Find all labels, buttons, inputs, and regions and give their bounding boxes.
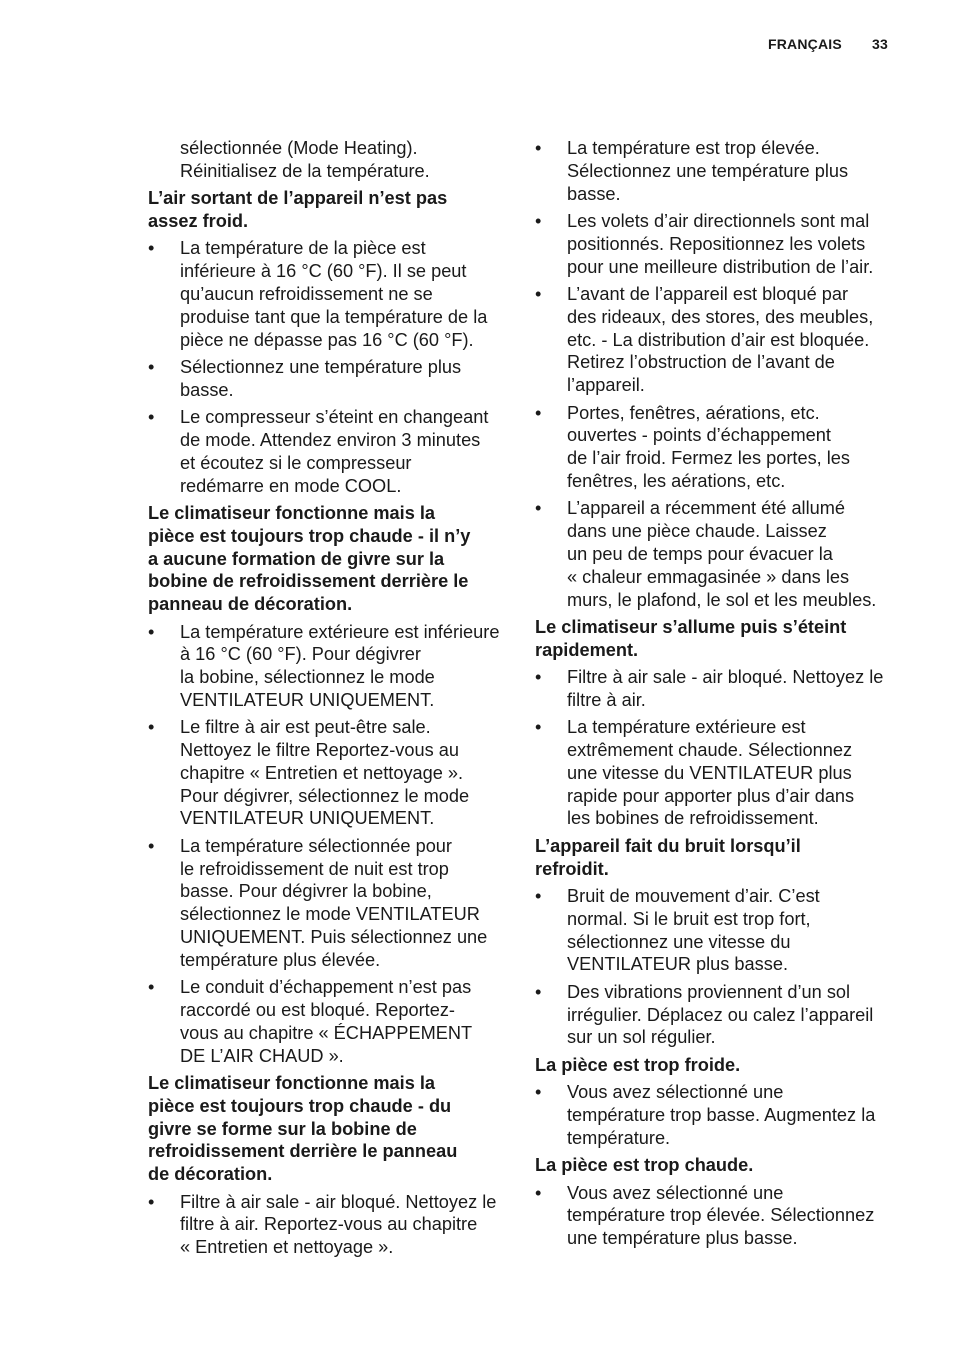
continuation-line: sélectionnée (Mode Heating). <box>180 138 418 158</box>
bullet-line: normal. Si le bruit est trop fort, <box>567 908 811 929</box>
bullet-dot-icon: • <box>535 283 542 304</box>
bullet-line: redémarre en mode COOL. <box>180 475 402 496</box>
heading-line: La pièce est trop froide. <box>535 1054 741 1075</box>
bullet-line: température. <box>567 1127 671 1148</box>
bullet-line: « chaleur emmagasinée » dans les <box>567 566 850 587</box>
bullet-dot-icon: • <box>148 835 155 856</box>
bullet-line: DE L’AIR CHAUD ». <box>180 1045 344 1066</box>
bullet-dot-icon: • <box>148 407 155 428</box>
bullet-line: Portes, fenêtres, aérations, etc. <box>567 402 820 423</box>
bullet-item <box>148 1191 508 1259</box>
bullet-item <box>535 981 895 1049</box>
bullet-line: l’appareil. <box>567 375 645 396</box>
bullet-line: VENTILATEUR plus basse. <box>567 954 789 975</box>
bullet-line: Les volets d’air directionnels sont mal <box>567 210 870 231</box>
bullet-item <box>535 283 895 397</box>
bullet-item <box>535 137 895 205</box>
bullet-line: Le filtre à air est peut-être sale. <box>180 717 431 738</box>
bullet-line: La température extérieure est <box>567 717 806 738</box>
bullet-dot-icon: • <box>148 977 155 998</box>
bullet-line: La température de la pièce est <box>180 238 426 259</box>
bullet-line: « Entretien et nettoyage ». <box>180 1237 394 1258</box>
bullet-line: température plus élevée. <box>180 949 381 970</box>
heading-line: refroidissement derrière le panneau <box>148 1141 458 1162</box>
heading-line: Le climatiseur fonctionne mais la <box>148 502 436 523</box>
bullet-line: Le conduit d’échappement n’est pas <box>180 977 472 998</box>
bullet-line: Filtre à air sale - air bloqué. Nettoyez le <box>180 1191 497 1212</box>
bullet-line: dans une pièce chaude. Laissez <box>567 521 827 542</box>
page-number: 33 <box>872 36 888 52</box>
bullet-item <box>535 716 895 830</box>
bullet-item <box>535 1081 895 1149</box>
bullet-dot-icon: • <box>535 886 542 907</box>
heading-line: pièce est toujours trop chaude - il n’y <box>148 525 471 546</box>
heading-line: a aucune formation de givre sur la <box>148 548 445 569</box>
bullet-dot-icon: • <box>148 1191 155 1212</box>
bullet-line: pièce ne dépasse pas 16 °C (60 °F). <box>180 329 474 350</box>
bullet-dot-icon: • <box>535 981 542 1002</box>
bullet-line: un peu de temps pour évacuer la <box>567 543 833 564</box>
heading-line: L’appareil fait du bruit lorsqu’il <box>535 835 801 856</box>
bullet-line: Retirez l’obstruction de l’avant de <box>567 352 835 373</box>
bullet-line: irrégulier. Déplacez ou calez l’appareil <box>567 1004 874 1025</box>
heading-line: La pièce est trop chaude. <box>535 1155 754 1176</box>
heading-line: Le climatiseur fonctionne mais la <box>148 1073 436 1094</box>
bullet-line: le refroidissement de nuit est trop <box>180 858 449 879</box>
bullet-line: sélectionnez le mode VENTILATEUR <box>180 904 480 925</box>
bullet-item <box>535 402 895 493</box>
bullet-line: Sélectionnez une température plus <box>567 160 849 181</box>
section-heading <box>148 187 508 233</box>
bullet-line: L’avant de l’appareil est bloqué par <box>567 283 849 304</box>
bullet-dot-icon: • <box>535 138 542 158</box>
bullet-line: sélectionnez une vitesse du <box>567 931 791 952</box>
bullet-line: L’appareil a récemment été allumé <box>567 498 846 519</box>
bullet-line: VENTILATEUR UNIQUEMENT. <box>180 808 435 829</box>
bullet-line: rapide pour apporter plus d’air dans <box>567 785 855 806</box>
bullet-item <box>535 497 895 611</box>
bullet-item <box>535 885 895 976</box>
bullet-line: basse. <box>180 379 234 400</box>
bullet-line: Bruit de mouvement d’air. C’est <box>567 886 820 907</box>
bullet-line: produise tant que la température de la <box>180 306 488 327</box>
heading-line: rapidement. <box>535 639 639 660</box>
bullet-line: VENTILATEUR UNIQUEMENT. <box>180 689 435 710</box>
heading-line: pièce est toujours trop chaude - du <box>148 1095 452 1116</box>
bullet-item <box>535 666 895 712</box>
bullet-line: la bobine, sélectionnez le mode <box>180 667 435 688</box>
bullet-line: température trop basse. Augmentez la <box>567 1105 876 1125</box>
bullet-line: de l’air froid. Fermez les portes, les <box>567 448 851 469</box>
bullet-item <box>148 356 508 402</box>
bullet-line: des rideaux, des stores, des meubles, <box>567 306 874 327</box>
right-column <box>535 137 895 1255</box>
continuation-line: Réinitialisez de la température. <box>180 160 430 181</box>
bullet-dot-icon: • <box>535 210 542 231</box>
bullet-line: Vous avez sélectionné une <box>567 1182 784 1203</box>
bullet-line: La température extérieure est inférieure <box>180 621 500 642</box>
bullet-line: Filtre à air sale - air bloqué. Nettoyez le <box>567 667 884 688</box>
bullet-item <box>535 1182 895 1250</box>
page-header <box>768 36 888 52</box>
bullet-line: Vous avez sélectionné une <box>567 1082 784 1103</box>
heading-line: de décoration. <box>148 1164 273 1185</box>
heading-line: panneau de décoration. <box>148 594 353 615</box>
section-heading <box>535 616 895 662</box>
bullet-line: UNIQUEMENT. Puis sélectionnez une <box>180 927 488 948</box>
bullet-continuation <box>148 137 508 183</box>
bullet-dot-icon: • <box>535 717 542 738</box>
bullet-line: sur un sol régulier. <box>567 1027 716 1048</box>
language-label: FRANÇAIS <box>767 36 842 52</box>
bullet-line: température trop élevée. Sélectionnez <box>567 1205 875 1226</box>
bullet-dot-icon: • <box>535 667 542 688</box>
bullet-line: Le compresseur s’éteint en changeant <box>180 407 489 428</box>
bullet-line: les bobines de refroidissement. <box>567 808 819 829</box>
bullet-item <box>148 835 508 972</box>
bullet-line: Des vibrations proviennent d’un sol <box>567 981 851 1002</box>
heading-line: givre se forme sur la bobine de <box>148 1118 417 1139</box>
section-heading <box>535 1054 895 1077</box>
bullet-line: inférieure à 16 °C (60 °F). Il se peut <box>180 261 467 282</box>
bullet-line: Sélectionnez une température plus <box>180 356 462 377</box>
heading-line: L’air sortant de l’appareil n’est pas <box>148 188 448 209</box>
bullet-line: de mode. Attendez environ 3 minutes <box>180 429 481 450</box>
section-heading <box>148 502 508 616</box>
heading-line: refroidit. <box>535 858 609 879</box>
bullet-item <box>535 210 895 278</box>
bullet-item <box>148 237 508 351</box>
left-column <box>148 137 508 1264</box>
bullet-line: basse. <box>567 183 621 204</box>
bullet-line: raccordé ou est bloqué. Reportez- <box>180 1000 455 1021</box>
bullet-line: basse. Pour dégivrer la bobine, <box>180 881 432 902</box>
section-heading <box>535 1154 895 1177</box>
bullet-dot-icon: • <box>148 356 155 377</box>
bullet-dot-icon: • <box>148 621 155 642</box>
bullet-item <box>148 976 508 1067</box>
bullet-dot-icon: • <box>148 717 155 738</box>
bullet-line: et écoutez si le compresseur <box>180 452 412 473</box>
bullet-dot-icon: • <box>535 1182 542 1203</box>
bullet-line: une vitesse du VENTILATEUR plus <box>567 762 852 783</box>
bullet-line: fenêtres, les aérations, etc. <box>567 470 786 491</box>
bullet-dot-icon: • <box>535 1082 542 1103</box>
heading-line: assez froid. <box>148 210 249 231</box>
bullet-line: La température sélectionnée pour <box>180 835 452 856</box>
bullet-line: ouvertes - points d’échappement <box>567 425 831 446</box>
bullet-line: vous au chapitre « ÉCHAPPEMENT <box>180 1022 473 1043</box>
bullet-item <box>148 621 508 712</box>
bullet-line: etc. - La distribution d’air est bloquée. <box>567 329 870 350</box>
bullet-line: murs, le plafond, le sol et les meubles. <box>567 589 877 610</box>
bullet-item <box>148 716 508 830</box>
bullet-line: chapitre « Entretien et nettoyage ». <box>180 762 464 783</box>
bullet-line: pour une meilleure distribution de l’air. <box>567 256 874 277</box>
bullet-line: à 16 °C (60 °F). Pour dégivrer <box>180 644 421 665</box>
bullet-line: Pour dégivrer, sélectionnez le mode <box>180 785 470 806</box>
bullet-line: filtre à air. <box>567 689 646 710</box>
bullet-dot-icon: • <box>535 402 542 423</box>
bullet-line: une température plus basse. <box>567 1228 798 1249</box>
bullet-line: Nettoyez le filtre Reportez-vous au <box>180 740 460 761</box>
bullet-line: extrêmement chaude. Sélectionnez <box>567 740 853 761</box>
bullet-line: La température est trop élevée. <box>567 138 820 158</box>
bullet-line: qu’aucun refroidissement ne se <box>180 283 433 304</box>
section-heading <box>148 1072 508 1186</box>
bullet-dot-icon: • <box>535 498 542 519</box>
section-heading <box>535 835 895 881</box>
heading-line: Le climatiseur s’allume puis s’éteint <box>535 616 847 637</box>
bullet-item <box>148 406 508 497</box>
bullet-dot-icon: • <box>148 238 155 259</box>
heading-line: bobine de refroidissement derrière le <box>148 571 469 592</box>
bullet-line: filtre à air. Reportez-vous au chapitre <box>180 1214 478 1235</box>
bullet-line: positionnés. Repositionnez les volets <box>567 233 866 254</box>
